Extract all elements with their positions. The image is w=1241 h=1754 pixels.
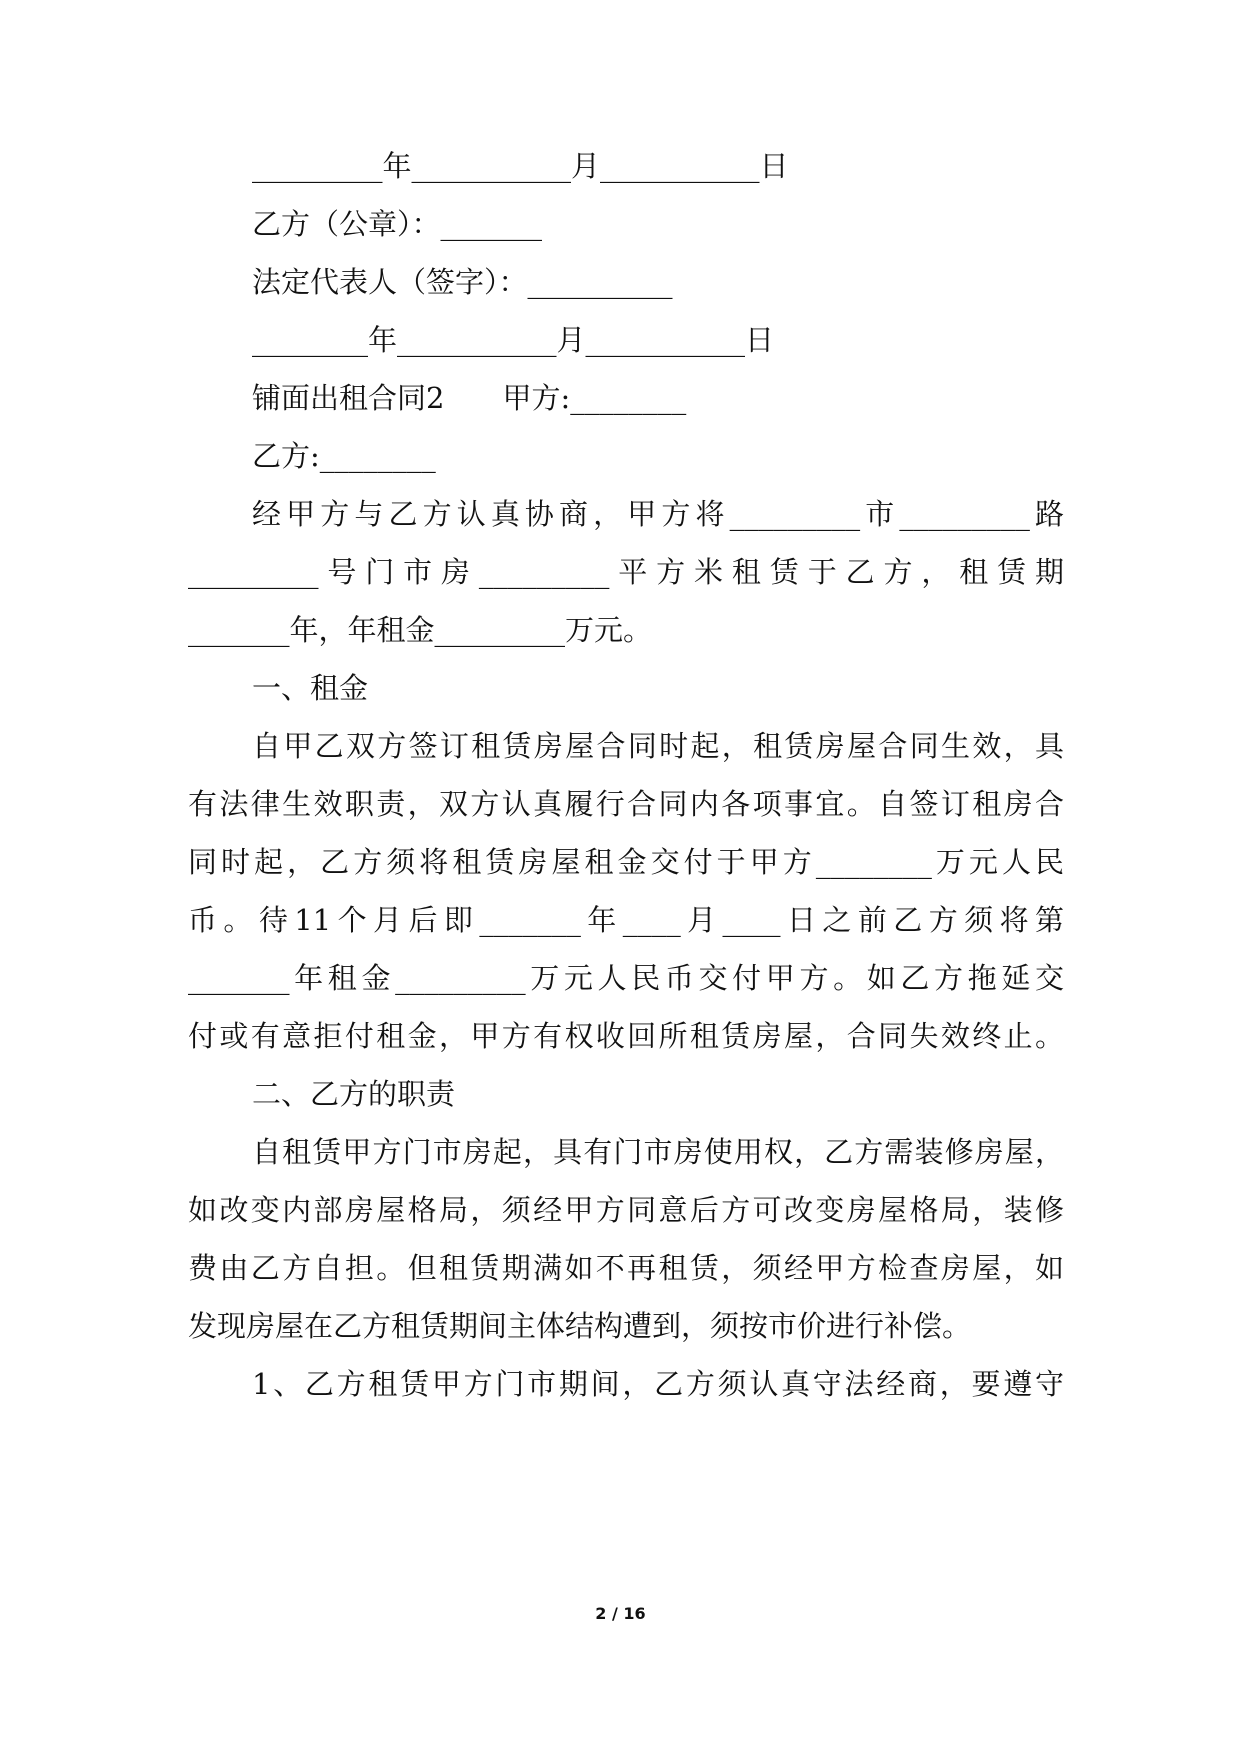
paragraph-line: 有法律生效职责，双方认真履行合同内各项事宜。自签订租房合 [188, 787, 1064, 821]
paragraph-line: 费由乙方自担。但租赁期满如不再租赁，须经甲方检查房屋，如 [188, 1251, 1064, 1285]
date-line-party-b: ________年___________月___________日 [252, 323, 775, 357]
paragraph-line: 如改变内部房屋格局，须经甲方同意后方可改变房屋格局，装修 [188, 1193, 1064, 1227]
paragraph-line: 币。待11个月后即_______年____月____日之前乙方须将第 [188, 903, 1064, 937]
paragraph-line: _______年租金_________万元人民币交付甲方。如乙方拖延交 [188, 961, 1064, 995]
paragraph-line: 同时起，乙方须将租赁房屋租金交付于甲方________万元人民 [188, 845, 1064, 879]
paragraph-line: _________号门市房_________平方米租赁于乙方，租赁期 [188, 555, 1064, 589]
contract-title-party-a-line: 铺面出租合同2 甲方:________ [252, 381, 687, 415]
page-number: 2 / 16 [595, 1604, 646, 1623]
paragraph-line: 自甲乙双方签订租赁房屋合同时起，租赁房屋合同生效，具 [252, 729, 1064, 763]
party-b-seal-line: 乙方（公章）：_______ [252, 207, 543, 241]
paragraph-line: 自租赁甲方门市房起，具有门市房使用权，乙方需装修房屋， [252, 1135, 1064, 1169]
paragraph-line: 经甲方与乙方认真协商，甲方将_________市_________路 [252, 497, 1064, 531]
paragraph-line: 付或有意拒付租金，甲方有权收回所租赁房屋，合同失效终止。 [188, 1019, 1064, 1053]
section-heading-party-b-duties: 二、乙方的职责 [252, 1077, 456, 1111]
paragraph-line: _______年，年租金_________万元。 [188, 613, 653, 647]
numbered-clause-line: 1、乙方租赁甲方门市期间，乙方须认真守法经商，要遵守 [252, 1367, 1064, 1401]
section-heading-rent: 一、租金 [252, 671, 369, 705]
legal-representative-signature-line: 法定代表人（签字）：__________ [252, 265, 673, 299]
date-line-party-a: _________年___________月___________日 [252, 149, 789, 183]
paragraph-line: 发现房屋在乙方租赁期间主体结构遭到，须按市价进行补偿。 [188, 1309, 972, 1343]
party-b-line: 乙方:________ [252, 439, 436, 473]
